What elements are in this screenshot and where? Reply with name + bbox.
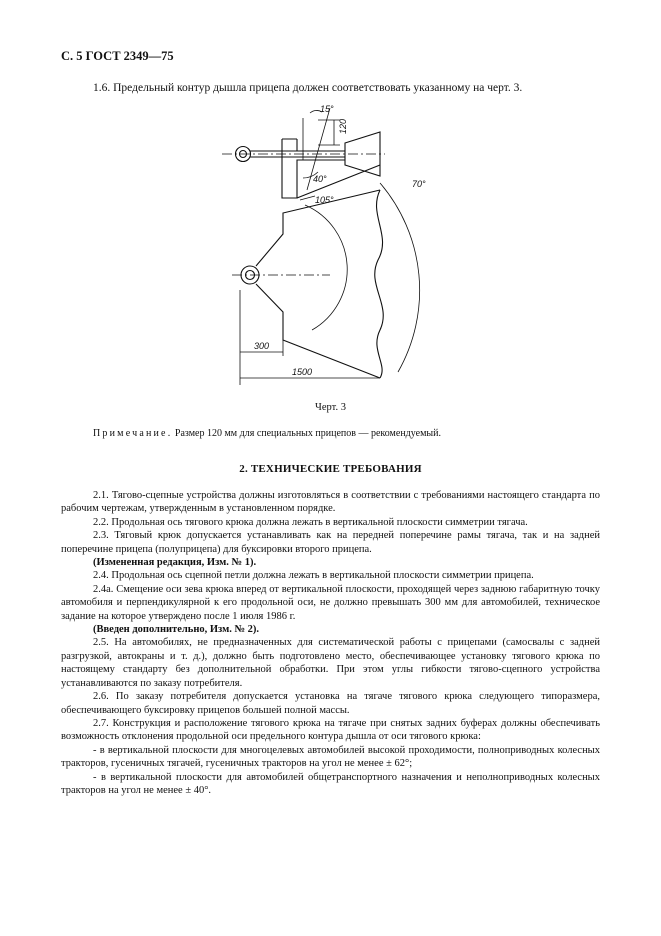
drawing-figure-3: [215, 102, 455, 392]
paragraph-2-5: 2.5. На автомобилях, не предназначенных для систематической работы с прицепами (самосвалы с задней разгрузкой, автокраны и т. д.), должно быть подготовлено место, обеспечивающее установку тягового крюка по настоящему стандарту без дополнительной обработки. При этом углы гибкости тягово-сцепного устройства устанавливаются по заказу потребителя.: [61, 637, 600, 689]
intro-paragraph: 1.6. Предельный контур дышла прицепа должен соответствовать указанному на черт. 3.: [93, 82, 523, 94]
paragraph-2-4: 2.4. Продольная ось сцепной петли должна лежать в вертикальной плоскости симметрии прицепа.: [93, 570, 534, 582]
list-item-62: - в вертикальной плоскости для многоцелевых автомобилей высокой проходимости, полноприводных колесных тракторов, гусеничных тягачей, гусеничных тракторов на угол не менее ± 62°;: [61, 744, 600, 770]
section-title: 2. ТЕХНИЧЕСКИЕ ТРЕБОВАНИЯ: [239, 463, 422, 475]
note: [93, 428, 613, 439]
label-300: 300: [254, 341, 270, 351]
arc-105: [305, 205, 347, 330]
side-view-frame: [282, 139, 345, 198]
paragraph-2-1: 2.1. Тягово-сцепные устройства должны изготовляться в соответствии с требованиями настоящего стандарта по рабочим чертежам, утвержденным в установленном порядке.: [61, 490, 600, 515]
label-angle-105: 105°: [315, 195, 334, 205]
label-1500: 1500: [292, 367, 313, 377]
paragraph-2-7: 2.7. Конструкция и расположение тягового крюка на тягаче при снятых задних буферах должны обеспечивать возможность отклонения продольной оси предельного контура дышла от оси тягового крюка:: [61, 717, 600, 743]
paragraph-2-2: 2.2. Продольная ось тягового крюка должна лежать в вертикальной плоскости симметрии тягача.: [93, 516, 528, 528]
paragraph-2-4a: 2.4а. Смещение оси зева крюка вперед от вертикальной плоскости, проходящей через заднюю габаритную точку автомобиля и перпендикулярной к его продольной оси, не должно превышать 300 мм для автомобилей, техническое задание на которое утверждено после 1 июля 1986 г.: [61, 583, 600, 622]
plan-view-contour-lower: [256, 284, 380, 378]
amendment-note-1: (Измененная редакция, Изм. № 1).: [93, 557, 257, 569]
arc-70: [380, 183, 420, 372]
label-angle-40: 40°: [313, 174, 327, 184]
label-angle-70: 70°: [412, 179, 426, 189]
paragraph-2-3: 2.3. Тяговый крюк допускается устанавливать как на передней поперечине рамы тягача, так и на задней поперечине прицепа (полуприцепа) для буксировки второго прицепа.: [61, 530, 600, 555]
label-height: 120: [338, 118, 348, 134]
amendment-note-2: (Введен дополнительно, Изм. № 2).: [93, 624, 260, 636]
figure-caption: Черт. 3: [315, 402, 346, 413]
list-item-40: - в вертикальной плоскости для автомобилей общетранспортного назначения и неполноприводных колесных тракторов на угол не менее ± 40°.: [61, 771, 600, 796]
plan-view-break-line: [375, 190, 383, 378]
note-text: Размер 120 мм для специальных прицепов — рекомендуемый.: [172, 428, 441, 439]
page-header: С. 5 ГОСТ 2349—75: [61, 49, 174, 63]
note-label: Примечание.: [93, 428, 173, 439]
label-angle-top: 15°: [320, 104, 334, 114]
body-text: [61, 489, 600, 797]
paragraph-2-6: 2.6. По заказу потребителя допускается установка на тягаче тягового крюка следующего типоразмера, обеспечивающего буксировку прицепов большей полной массы.: [61, 691, 600, 716]
